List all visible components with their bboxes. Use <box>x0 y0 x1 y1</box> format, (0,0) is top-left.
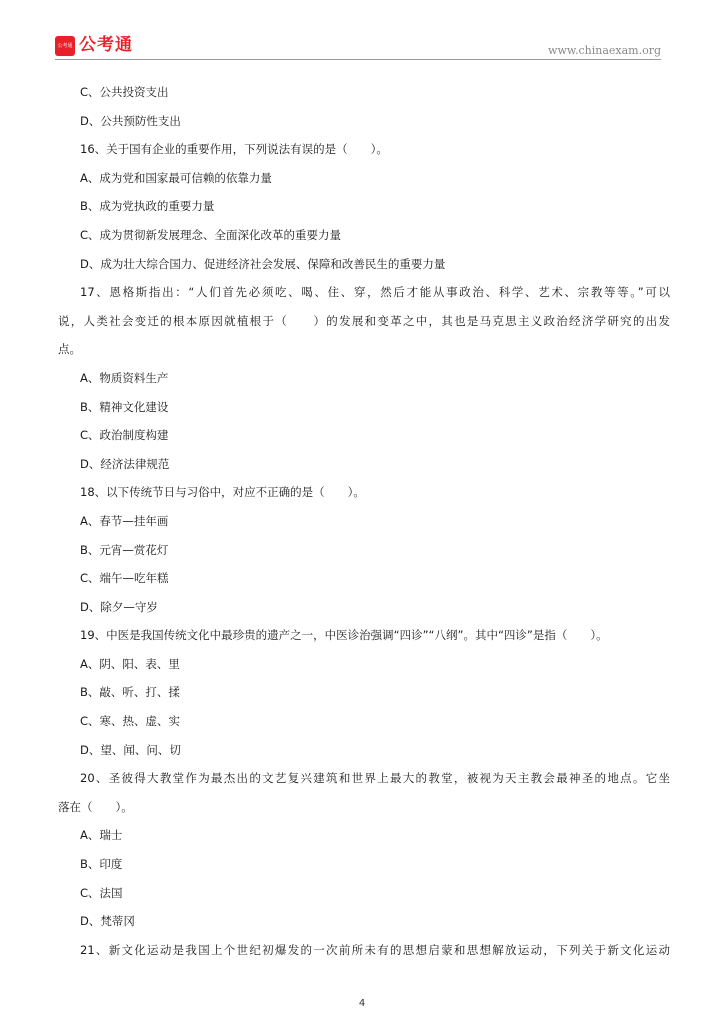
question-19: 19、中医是我国传统文化中最珍贵的遗产之一，中医诊治强调“四诊”“八纲”。其中“四诊”是指（ ）。 <box>80 628 608 643</box>
page-header <box>0 0 724 64</box>
option-line: C、寒、热、虚、实 <box>80 714 181 729</box>
option-line: B、印度 <box>80 857 123 872</box>
option-line: C、公共投资支出 <box>80 85 169 99</box>
logo-badge <box>55 36 75 56</box>
document-body <box>58 78 670 964</box>
option-line: B、成为党执政的重要力量 <box>80 199 215 214</box>
question-16: 16、关于国有企业的重要作用，下列说法有误的是（ ）。 <box>80 142 388 157</box>
option-line: D、除夕—守岁 <box>80 599 158 614</box>
site-url: www.chinaexam.org <box>548 44 661 57</box>
option-line: A、阴、阳、表、里 <box>80 656 180 671</box>
option-line: D、经济法律规范 <box>80 456 170 471</box>
logo-badge-text: 公考通 <box>57 42 73 49</box>
question-20-continued: 落在（ ）。 <box>58 799 133 814</box>
option-line: A、瑞士 <box>80 828 123 843</box>
option-line: D、望、闻、问、切 <box>80 742 181 757</box>
header-divider <box>55 59 661 60</box>
question-21: 21、新文化运动是我国上个世纪初爆发的一次前所未有的思想启蒙和思想解放运动，下列关于新文化运动 <box>80 942 670 957</box>
option-line: B、元宵—赏花灯 <box>80 542 169 557</box>
option-line: D、成为壮大综合国力、促进经济社会发展、保障和改善民生的重要力量 <box>80 256 446 271</box>
option-line: A、成为党和国家最可信赖的依靠力量 <box>80 170 272 185</box>
option-line: A、春节—挂年画 <box>80 513 169 528</box>
question-17-end: 点。 <box>58 342 81 357</box>
logo-text: 公考通 <box>79 35 133 55</box>
option-line: C、法国 <box>80 885 123 900</box>
option-line: B、精神文化建设 <box>80 399 169 414</box>
option-line: A、物质资料生产 <box>80 370 169 385</box>
question-17: 17、恩格斯指出：“人们首先必须吃、喝、住、穿，然后才能从事政治、科学、艺术、宗教等等。”可以 <box>80 285 670 300</box>
question-17-continued: 说，人类社会变迁的根本原因就植根于（ ）的发展和变革之中，其也是马克思主义政治经济学研究的出发 <box>58 313 670 328</box>
option-line: C、成为贯彻新发展理念、全面深化改革的重要力量 <box>80 227 342 242</box>
option-line: B、敲、听、打、揉 <box>80 685 180 700</box>
question-20: 20、圣彼得大教堂作为最杰出的文艺复兴建筑和世界上最大的教堂，被视为天主教会最神圣的地点。它坐 <box>80 771 670 786</box>
option-line: D、公共预防性支出 <box>80 113 181 128</box>
option-line: D、梵蒂冈 <box>80 914 135 929</box>
option-line: C、端午—吃年糕 <box>80 571 169 586</box>
page-number: 4 <box>358 998 366 1009</box>
question-18: 18、以下传统节日与习俗中，对应不正确的是（ ）。 <box>80 485 365 500</box>
option-line: C、政治制度构建 <box>80 428 169 443</box>
